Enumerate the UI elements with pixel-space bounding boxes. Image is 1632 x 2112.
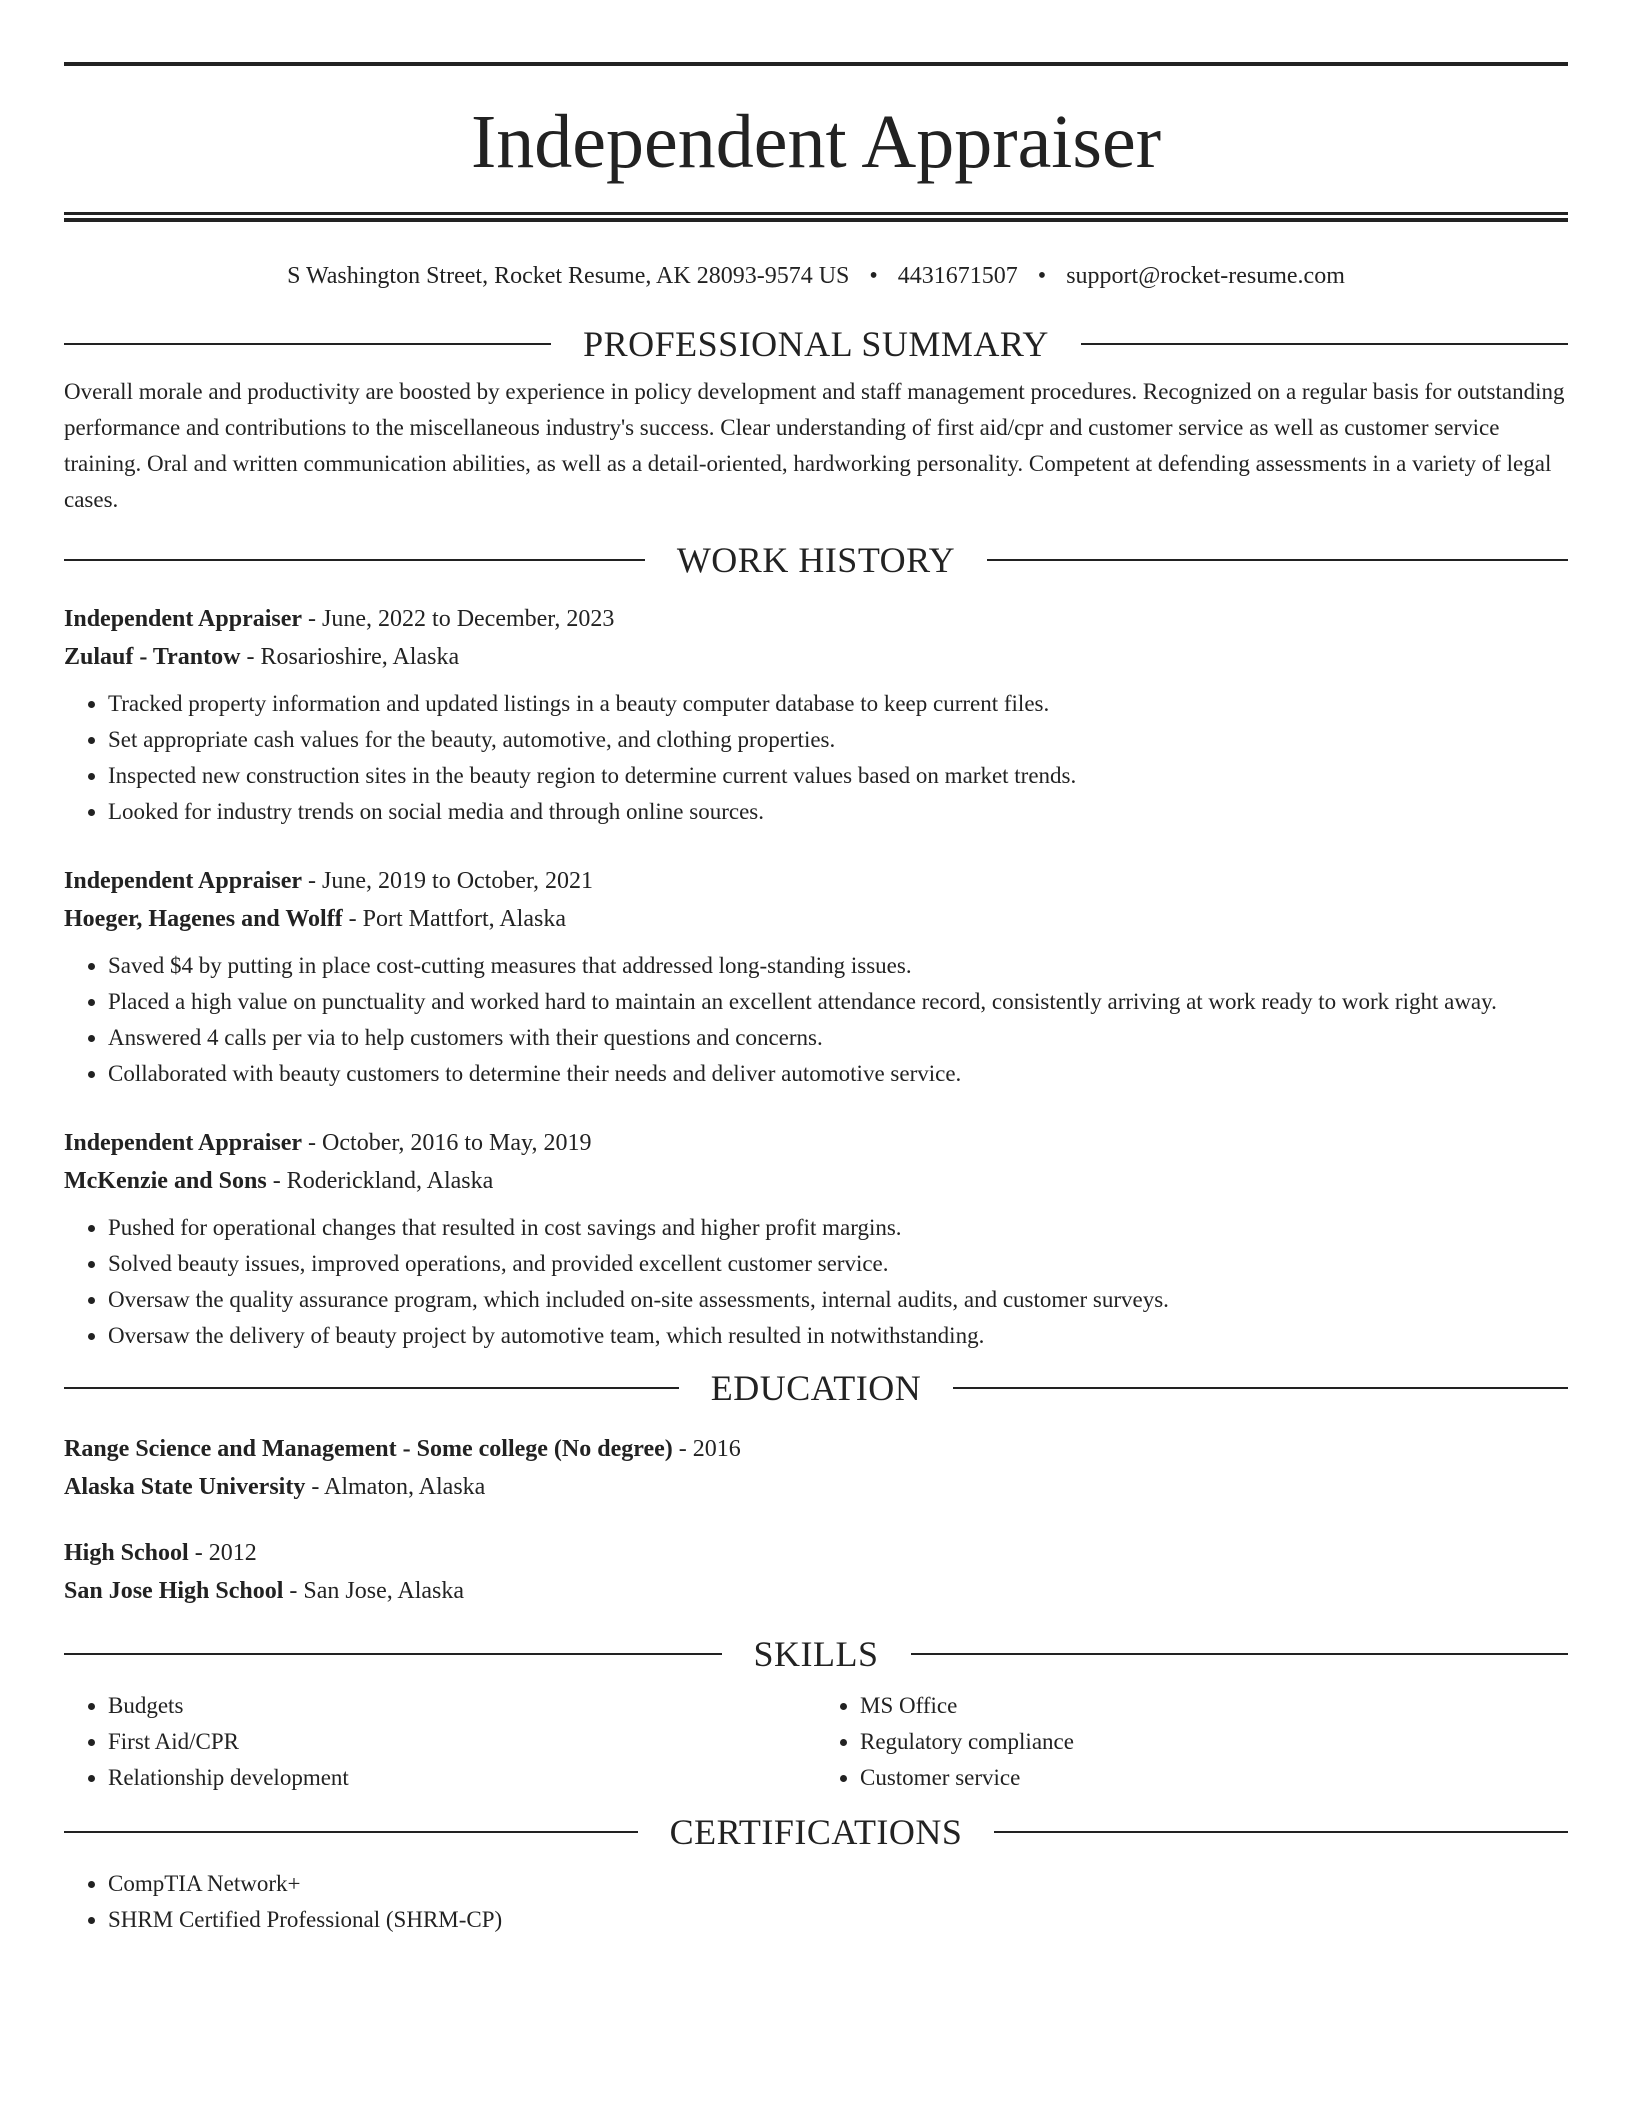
job-title-line [64,600,1568,638]
list-item: • Placed a high value on punctuality and worked hard to maintain an excellent attendance record, consistently arriving at work ready to work right away. [108,984,1568,1020]
skill-item: • Customer service [860,1760,1568,1796]
skills-right-list [816,1688,1568,1796]
job-company: McKenzie and Sons [64,1168,267,1194]
certification-item: • CompTIA Network+ [108,1866,1568,1902]
list-item: • Collaborated with beauty customers to determine their needs and deliver automotive service. [108,1056,1568,1092]
job-company: Zulauf - Trantow [64,644,241,670]
skill-item: • MS Office [860,1688,1568,1724]
section-rule [987,559,1568,561]
certification-item: • SHRM Certified Professional (SHRM-CP) [108,1902,1568,1938]
list-item: • Oversaw the quality assurance program, which included on-site assessments, internal audits, and customer surveys. [108,1282,1568,1318]
certifications-list [64,1866,1568,1938]
section-summary-heading [64,324,1568,364]
job-title-line [64,1124,1568,1162]
section-rule [911,1653,1569,1655]
section-rule [64,1387,679,1389]
list-item: • Inspected new construction sites in the beauty region to determine current values based on market trends. [108,758,1568,794]
section-title: PROFESSIONAL SUMMARY [583,324,1049,364]
list-item: • Looked for industry trends on social media and through online sources. [108,794,1568,830]
section-education-heading [64,1368,1568,1408]
section-rule [64,343,551,345]
skill-item: • Relationship development [108,1760,816,1796]
job-title-line [64,862,1568,900]
resume-page [64,62,1568,1938]
job-role: Independent Appraiser [64,868,303,894]
skill-item: • First Aid/CPR [108,1724,816,1760]
list-item: • Tracked property information and updated listings in a beauty computer database to keep current files. [108,686,1568,722]
double-rule [64,212,1568,222]
education-entry [64,1430,1568,1506]
job-location: - Roderickland, Alaska [266,1168,494,1194]
education-location: - Almaton, Alaska [305,1474,486,1500]
job-bullets [64,1210,1568,1354]
education-location: - San Jose, Alaska [283,1578,465,1604]
education-school-line [64,1572,1568,1610]
list-item: • Pushed for operational changes that resulted in cost savings and higher profit margins. [108,1210,1568,1246]
section-skills-heading [64,1634,1568,1674]
list-item: • Set appropriate cash values for the beauty, automotive, and clothing properties. [108,722,1568,758]
section-rule [64,1653,722,1655]
contact-separator: • [1037,263,1047,289]
job-location: - Rosarioshire, Alaska [240,644,460,670]
skill-item: • Budgets [108,1688,816,1724]
section-title: EDUCATION [710,1368,922,1408]
resume-name: Independent Appraiser [470,100,1162,184]
contact-line [64,262,1568,290]
job-location: - Port Mattfort, Alaska [342,906,566,932]
job-dates: - June, 2022 to December, 2023 [302,606,615,632]
list-item: • Solved beauty issues, improved operations, and provided excellent customer service. [108,1246,1568,1282]
section-rule [64,559,645,561]
contact-phone: 4431671507 [897,263,1018,289]
job-bullets [64,948,1568,1092]
education-school: Alaska State University [64,1474,306,1500]
contact-separator: • [869,263,878,289]
education-degree: Range Science and Management - Some college (No degree) [64,1436,673,1462]
job-company-line [64,900,1568,938]
skills-left-list [64,1688,816,1796]
education-degree-line [64,1430,1568,1468]
skill-item: • Regulatory compliance [860,1724,1568,1760]
list-item: • Answered 4 calls per via to help customers with their questions and concerns. [108,1020,1568,1056]
contact-address: S Washington Street, Rocket Resume, AK 28093-9574 US [287,263,850,289]
job-dates: - October, 2016 to May, 2019 [302,1130,592,1156]
education-degree: High School [64,1540,189,1566]
section-rule [953,1387,1568,1389]
education-entry [64,1534,1568,1610]
job-company: Hoeger, Hagenes and Wolff [64,906,343,932]
list-item: • Oversaw the delivery of beauty project by automotive team, which resulted in notwithstanding. [108,1318,1568,1354]
section-rule [1081,343,1568,345]
summary-text: Overall morale and productivity are boosted by experience in policy development and staff management procedures. Recognized on a regular basis for outstanding performance and contributions to the miscellaneous industry's success. Clear understanding of first aid/cpr and customer service as well as customer service training. Oral and written communication abilities, as well as a detail-oriented, hardworking personality. Competent at defending assessments in a variety of legal cases. [64,379,1565,512]
section-rule [994,1831,1568,1833]
section-title: WORK HISTORY [676,540,956,580]
job-entry [64,600,1568,830]
section-title: SKILLS [753,1634,879,1674]
section-work-heading [64,540,1568,580]
education-school: San Jose High School [64,1578,284,1604]
job-dates: - June, 2019 to October, 2021 [302,868,594,894]
top-rule [64,62,1568,66]
education-degree-line [64,1534,1568,1572]
job-entry [64,1124,1568,1354]
job-role: Independent Appraiser [64,606,303,632]
education-year: - 2016 [672,1436,741,1462]
list-item: • Saved $4 by putting in place cost-cutting measures that addressed long-standing issues. [108,948,1568,984]
job-company-line [64,638,1568,676]
education-year: - 2012 [188,1540,257,1566]
job-role: Independent Appraiser [64,1130,303,1156]
contact-email[interactable]: support@rocket-resume.com [1066,263,1345,289]
education-school-line [64,1468,1568,1506]
section-rule [64,1831,638,1833]
section-certifications-heading [64,1812,1568,1852]
job-company-line [64,1162,1568,1200]
job-bullets [64,686,1568,830]
skills-columns [64,1688,1568,1796]
job-entry [64,862,1568,1092]
section-title: CERTIFICATIONS [669,1812,963,1852]
